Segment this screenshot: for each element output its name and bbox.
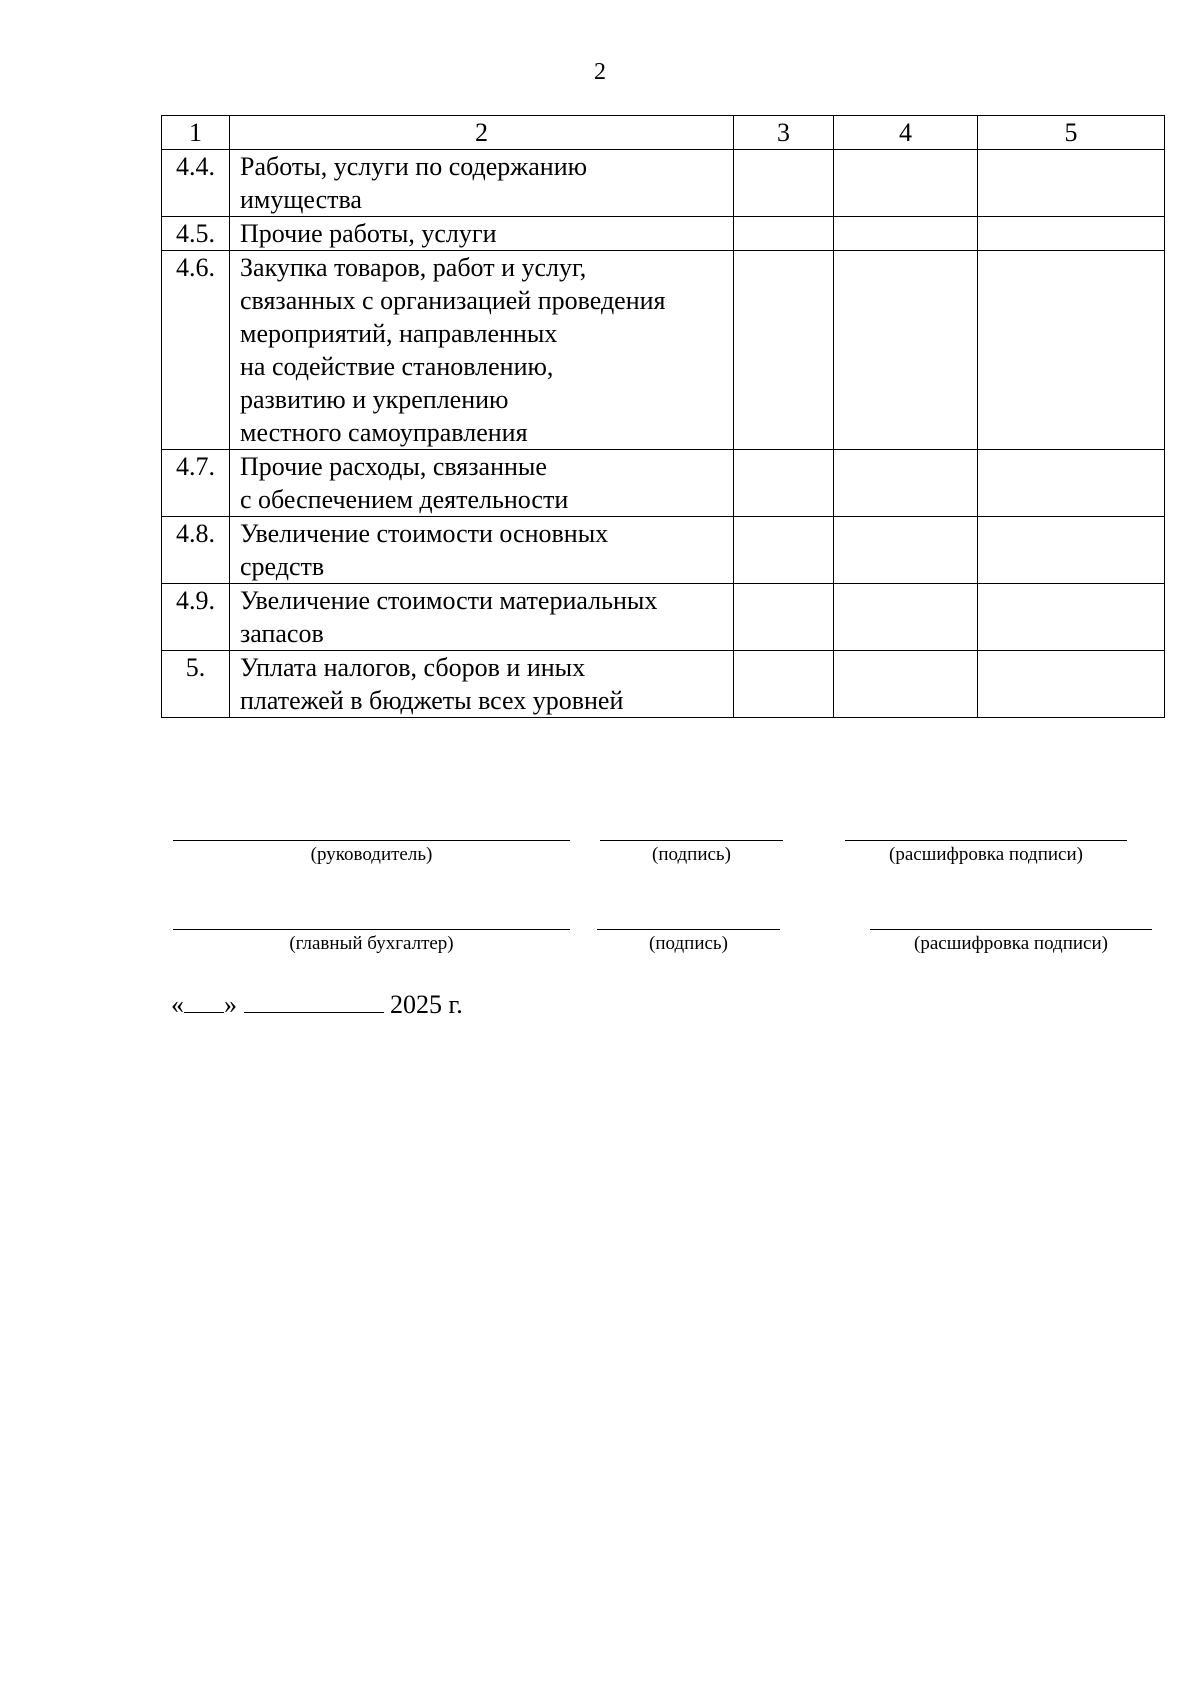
head-signature-caption: (подпись) [652,844,731,865]
month-blank [244,988,384,1013]
table-row [162,517,1165,584]
header-col-5: 5 [978,116,1165,150]
row-col4-cell [834,150,978,217]
row-number: 5. [162,651,230,718]
row-number: 4.9. [162,584,230,651]
row-number: 4.4. [162,150,230,217]
row-description-line: средств [240,552,325,581]
row-col5-cell [978,584,1165,651]
row-description-line: на содействие становлению, [240,352,554,381]
row-description [230,651,734,718]
header-col-4: 4 [834,116,978,150]
table-row [162,150,1165,217]
header-col-3: 3 [734,116,834,150]
row-description-line: связанных с организацией проведения [240,286,666,315]
row-col5-cell [978,150,1165,217]
row-description-line: мероприятий, направленных [240,319,558,348]
row-col5-cell [978,450,1165,517]
accountant-signature-caption: (подпись) [649,933,728,954]
row-description-line: Прочие работы, услуги [240,219,497,248]
row-col5-cell [978,517,1165,584]
page-number: 2 [594,59,606,85]
row-number: 4.6. [162,251,230,450]
row-col4-cell [834,251,978,450]
row-col4-cell [834,584,978,651]
row-col4-cell [834,450,978,517]
header-col-2: 2 [230,116,734,150]
row-description [230,150,734,217]
date-year: 2025 г. [390,990,463,1019]
row-number: 4.8. [162,517,230,584]
date-line [171,988,463,1021]
row-description-line: местного самоуправления [240,418,528,447]
row-col4-cell [834,651,978,718]
row-description-line: Увеличение стоимости материальных [240,586,658,615]
row-description-line: Закупка товаров, работ и услуг, [240,253,587,282]
row-col5-cell [978,217,1165,251]
row-description-line: Прочие расходы, связанные [240,452,547,481]
row-col3-cell [734,651,834,718]
accountant-role-line [173,929,570,930]
row-col4-cell [834,217,978,251]
accountant-signature-line [597,929,780,930]
row-description-line: имущества [240,185,362,214]
row-col3-cell [734,584,834,651]
row-col5-cell [978,651,1165,718]
row-col4-cell [834,517,978,584]
row-col3-cell [734,150,834,217]
row-description [230,217,734,251]
head-signature-line [600,840,783,841]
row-description [230,517,734,584]
row-description-line: платежей в бюджеты всех уровней [240,686,624,715]
table-row [162,584,1165,651]
row-description-line: Уплата налогов, сборов и иных [240,653,586,682]
header-col-1: 1 [162,116,230,150]
budget-table [161,115,1165,718]
head-decryption-line [845,840,1127,841]
table-row [162,651,1165,718]
accountant-role-caption: (главный бухгалтер) [289,933,454,954]
date-close-quote: » [224,990,237,1019]
row-col3-cell [734,517,834,584]
head-role-caption: (руководитель) [310,844,433,865]
day-blank [184,988,224,1013]
row-description [230,450,734,517]
row-description-line: запасов [240,619,324,648]
row-col3-cell [734,450,834,517]
row-col3-cell [734,251,834,450]
table-row [162,217,1165,251]
row-number: 4.7. [162,450,230,517]
accountant-decryption-caption: (расшифровка подписи) [914,933,1108,954]
accountant-decryption-line [870,929,1152,930]
head-role-line [173,840,570,841]
table-row [162,450,1165,517]
row-description [230,251,734,450]
row-description-line: с обеспечением деятельности [240,485,569,514]
row-col5-cell [978,251,1165,450]
row-description-line: развитию и укреплению [240,385,509,414]
row-description-line: Увеличение стоимости основных [240,519,609,548]
row-number: 4.5. [162,217,230,251]
table-header-row [162,116,1165,150]
row-description [230,584,734,651]
head-decryption-caption: (расшифровка подписи) [889,844,1083,865]
table-row [162,251,1165,450]
row-description-line: Работы, услуги по содержанию [240,152,588,181]
row-col3-cell [734,217,834,251]
date-open-quote: « [171,990,184,1019]
